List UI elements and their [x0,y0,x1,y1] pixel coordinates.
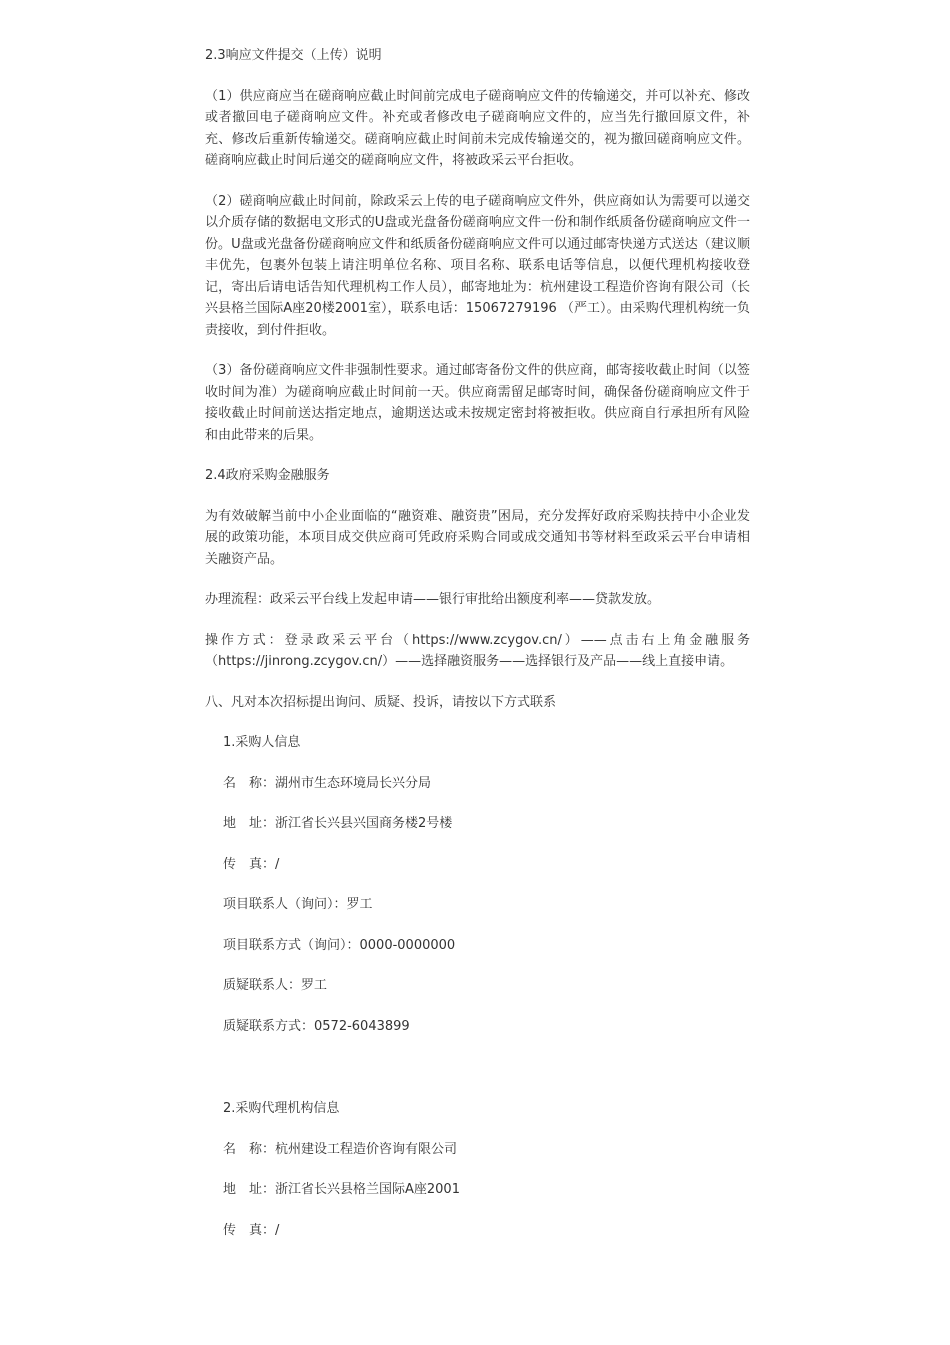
paragraph-submission-1: （1）供应商应当在磋商响应截止时间前完成电子磋商响应文件的传输递交，并可以补充、修改或者撤回电子磋商响应文件。补充或者修改电子磋商响应文件的，应当先行撤回原文件，补充、修改后重新传输递交。磋商响应截止时间前未完成传输递交的，视为撤回磋商响应文件。磋商响应截止时间后递交的磋商响应文件，将被政采云平台拒收。 [205,88,750,168]
agency-fax: 传 真：/ [223,1222,280,1238]
paragraph-submission-2: （2）磋商响应截止时间前，除政采云上传的电子磋商响应文件外，供应商如认为需要可以递交以介质存储的数据电文形式的U盘或光盘备份磋商响应文件一份和制作纸质备份磋商响应文件一份。U盘或光盘备份磋商响应文件和纸质备份磋商响应文件可以通过邮寄快递方式送达（建议顺丰优先，包裹外包装上请注明单位名称、项目名称、联系电话等信息，以便代理机构接收登记，寄出后请电话告知代理机构工作人员），邮寄地址为：杭州建设工程造价咨询有限公司（长兴县格兰国际A座20楼2001室），联系电话：15067279196 （严工）。由采购代理机构统一负责接收，到付件拒收。 [205,193,750,338]
purchaser-address: 地 址：浙江省长兴县兴国商务楼2号楼 [223,816,453,831]
purchaser-complaint-phone: 质疑联系方式：0572-6043899 [223,1018,410,1034]
purchaser-contact-phone: 项目联系方式（询问）：0000-0000000 [223,937,456,953]
section-8-heading: 八、凡对本次招标提出询问、质疑、投诉，请按以下方式联系 [205,694,557,710]
purchaser-complaint-contact: 质疑联系人：罗工 [223,978,328,993]
document-content [205,45,750,1260]
section-2-4-heading: 2.4政府采购金融服务 [205,468,330,483]
section-2-3-heading: 2.3响应文件提交（上传）说明 [205,48,382,63]
paragraph-submission-3: （3）备份磋商响应文件非强制性要求。通过邮寄备份文件的供应商，邮寄接收截止时间（以签收时间为准）为磋商响应截止时间前一天。供应商需留足邮寄时间，确保备份磋商响应文件于接收截止时间前送达指定地点，逾期送达或未按规定密封将被拒收。供应商自行承担所有风险和由此带来的后果。 [205,363,750,443]
purchaser-fax: 传 真：/ [223,856,280,872]
purchaser-name: 名 称：湖州市生态环境局长兴分局 [223,775,432,791]
agency-address: 地 址：浙江省长兴县格兰国际A座2001 [223,1182,460,1197]
agency-info-title: 2.采购代理机构信息 [223,1101,340,1116]
paragraph-finance-intro: 为有效破解当前中小企业面临的“融资难、融资贵”困局，充分发挥好政府采购扶持中小企业发展的政策功能，本项目成交供应商可凭政府采购合同或成交通知书等材料至政采云平台申请相关融资产品。 [205,508,750,567]
section-spacer [205,1056,750,1098]
paragraph-finance-operation: 操作方式：登录政采云平台（https://www.zcygov.cn/）——点击右上角金融服务（https://jinrong.zcygov.cn/）——选择融资服务——选择银行及产品——线上直接申请。 [205,632,750,669]
agency-name: 名 称：杭州建设工程造价咨询有限公司 [223,1141,458,1157]
paragraph-finance-process: 办理流程：政采云平台线上发起申请——银行审批给出额度利率——贷款发放。 [205,592,661,607]
purchaser-contact: 项目联系人（询问）：罗工 [223,897,373,912]
purchaser-info-title: 1.采购人信息 [223,735,301,750]
